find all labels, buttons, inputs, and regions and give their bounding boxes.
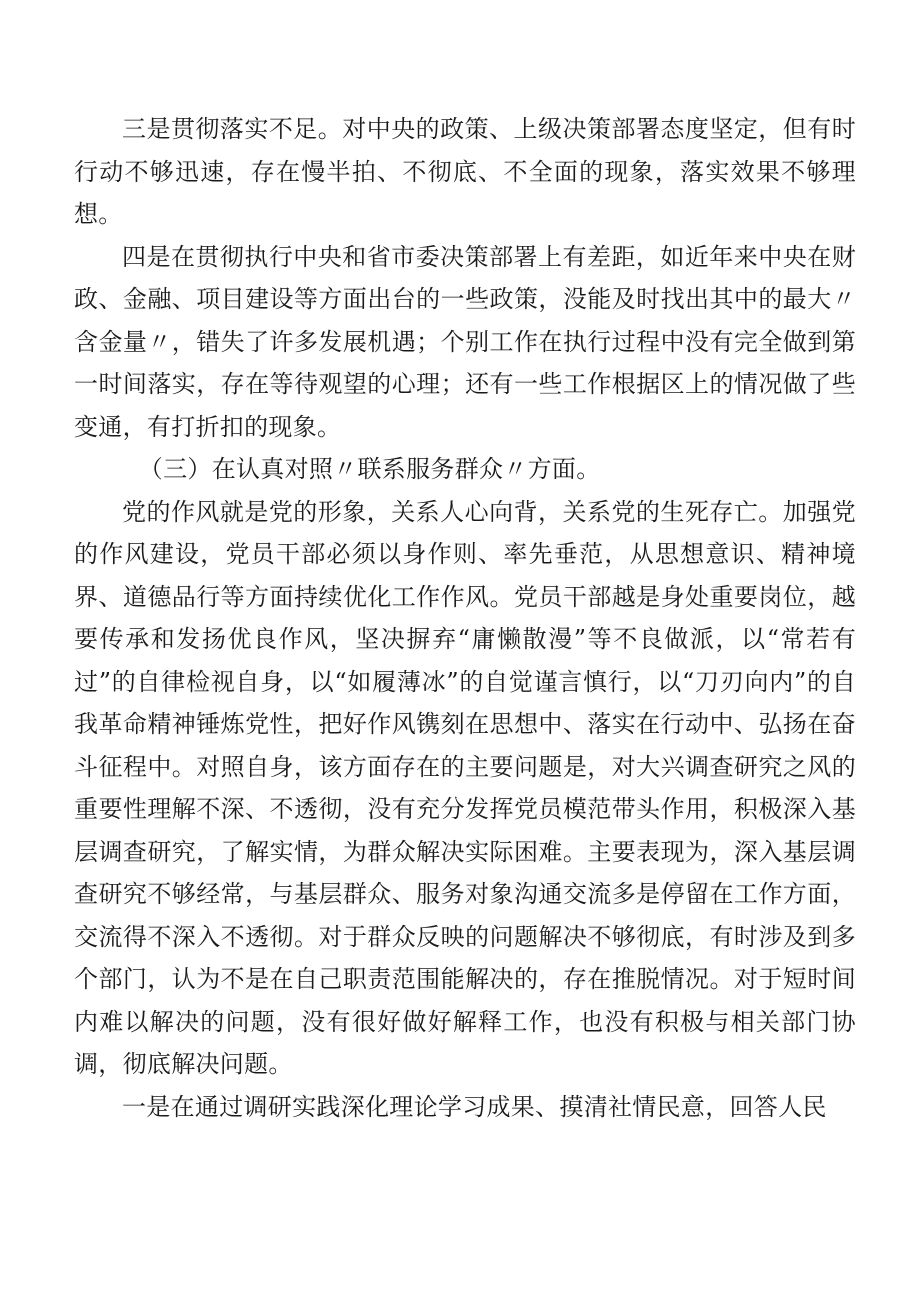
document-body: [74, 108, 856, 1128]
paragraph-implementation-shortfall: 三是贯彻落实不足。对中央的政策、上级决策部署态度坚定，但有时行动不够迅速，存在慢半拍、不彻底、不全面的现象，落实效果不够理想。: [74, 115, 856, 228]
paragraph-policy-execution-gap: 四是在贯彻执行中央和省市委决策部署上有差距，如近年来中央在财政、金融、项目建设等方面出台的一些政策，没能及时找出其中的最大〃含金量〃，错失了许多发展机遇；个别工作在执行过程中没有完全做到第一时间落实，存在等待观望的心理；还有一些工作根据区上的情况做了些变通，有打折扣的现象。: [74, 242, 856, 441]
paragraph-first-issue: 一是在通过调研实践深化理论学习成果、摸清社情民意，回答人民: [122, 1092, 827, 1121]
section-heading-serving-masses: （三）在认真对照〃联系服务群众〃方面。: [138, 455, 601, 483]
paragraph-party-work-style: 党的作风就是党的形象，关系人心向背，关系党的生死存亡。加强党的作风建设，党员干部必须以身作则、率先垂范，从思想意识、精神境界、道德品行等方面持续优化工作作风。党员干部越是身处重要岗位，越要传承和发扬优良作风，坚决摒弃“庸懒散漫”等不良做派，以“常若有过”的自律检视自身，以“如履薄冰”的自觉谨言慎行，以“刀刃向内”的自我革命精神锤炼党性，把好作风镌刻在思想中、落实在行动中、弘扬在奋斗征程中。对照自身，该方面存在的主要问题是，对大兴调查研究之风的重要性理解不深、不透彻，没有充分发挥党员模范带头作用，积极深入基层调查研究，了解实情，为群众解决实际困难。主要表现为，深入基层调查研究不够经常，与基层群众、服务对象沟通交流多是停留在工作方面，交流得不深入不透彻。对于群众反映的问题解决不够彻底，有时涉及到多个部门，认为不是在自己职责范围能解决的，存在推脱情况。对于短时间内难以解决的问题，没有很好做好解释工作，也没有积极与相关部门协调，彻底解决问题。: [74, 497, 856, 1078]
